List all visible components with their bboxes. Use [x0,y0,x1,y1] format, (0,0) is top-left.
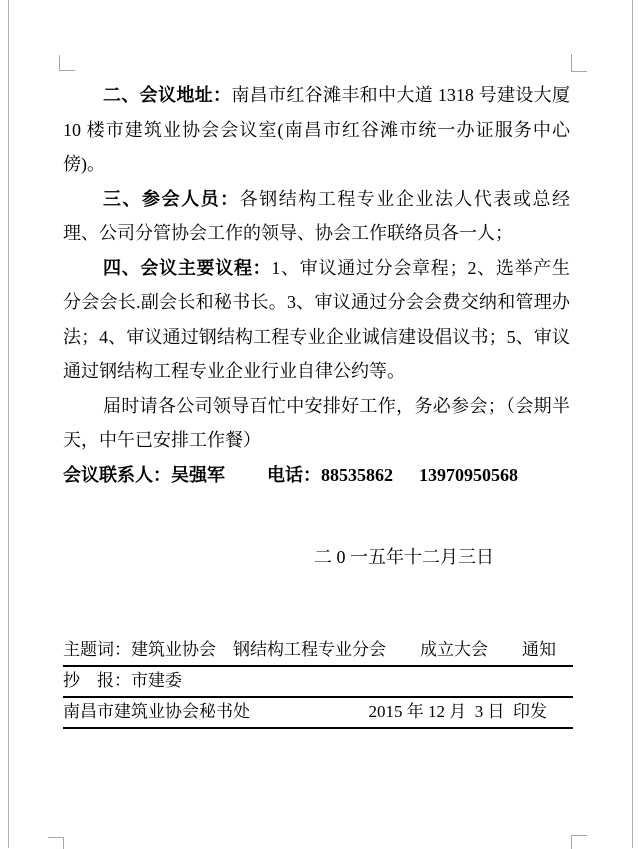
paragraph-meeting-address-label: 二、会议地址： [103,85,232,105]
page-left-edge-line [8,0,9,848]
phone-number-1: 88535862 [321,464,393,485]
contact-line [63,458,570,493]
crop-mark-bottom-right [571,835,587,849]
paragraph-meeting-address [63,78,570,182]
paragraph-participants [63,182,570,251]
footer-issue-row [63,698,573,729]
paragraph-agenda-label: 四、会议主要议程： [103,257,272,278]
crop-mark-top-left [59,55,75,71]
document-body [63,70,570,575]
paragraph-agenda-text: 1、审议通过分会章程；2、选举产生分会会长.副会长和秘书长。3、审议通过分会会费交纳和管理办法；4、审议通过钢结构工程专业企业诚信建设倡议书；5、审议通过钢结构工程专业企业行业自律公约等。 [63,257,570,381]
crop-mark-top-right [571,54,587,72]
document-date: 二 0 一五年十二月三日 [314,547,494,567]
crop-mark-bottom-left [48,837,64,849]
phone-number-2: 13970950568 [419,464,518,485]
footer-subject-row: 主题词：建筑业协会 钢结构工程专业分会 成立大会 通知 [63,636,573,667]
footer-issuer: 南昌市建筑业协会秘书处 [63,702,250,721]
footer-issue-date: 2015 年 12 月 3 日 印发 [368,702,547,721]
document-footer [63,636,573,729]
contact-person: 会议联系人：吴强军 [63,464,225,485]
paragraph-agenda [63,251,570,389]
phone-label: 电话： [267,464,321,485]
footer-copy-row: 抄 报：市建委 [63,667,573,698]
paragraph-attendance-note-text: 届时请各公司领导百忙中安排好工作，务必参会；（会期半天，中午已安排工作餐） [63,395,570,450]
page-right-edge-line [632,0,633,848]
paragraph-participants-label: 三、参会人员： [103,188,240,209]
paragraph-participants-text: 各钢结构工程专业企业法人代表或总经理、公司分管协会工作的领导、协会工作联络员各一人； [63,188,571,243]
paragraph-attendance-note [63,389,570,458]
paragraph-meeting-address-text: 南昌市红谷滩丰和中大道 1318 号建设大厦 10 楼市建筑业协会会议室(南昌市红谷滩市统一办证服务中心傍)。 [63,85,571,174]
